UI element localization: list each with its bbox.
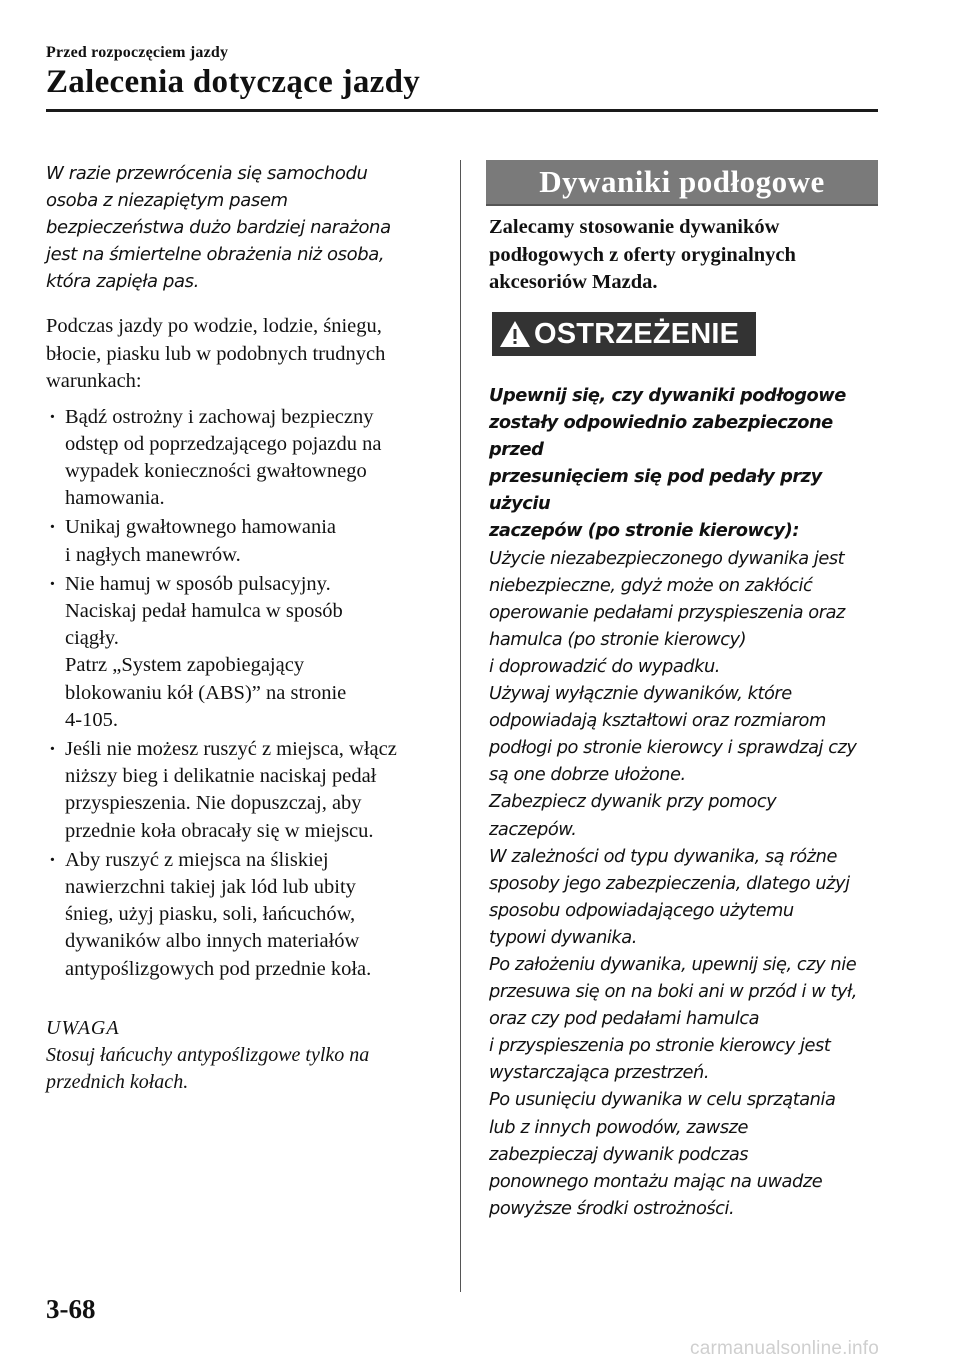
warning-heading-line: zostały odpowiednio zabezpieczone przed <box>489 412 833 461</box>
warning-label: OSTRZEŻENIE <box>534 317 740 350</box>
floor-mats-intro <box>489 214 869 297</box>
warning-text-line: są one dobrze ułożone. <box>489 764 686 786</box>
list-line: przyspieszenia. Nie dopuszczaj, aby <box>65 792 362 815</box>
list-item <box>46 736 441 845</box>
warning-text-line: Zabezpiecz dywanik przy pomocy <box>489 791 777 813</box>
warning-text-line: hamulca (po stronie kierowcy) <box>489 628 747 650</box>
warning-text-line: niebezpieczne, gdyż może on zakłócić <box>489 574 813 596</box>
warning-text-line: zaczepów. <box>489 818 577 840</box>
bullet-icon: · <box>49 405 56 428</box>
note-block <box>46 1015 441 1096</box>
warning-text-line: sposobu odpowiadającego użytemu <box>489 899 794 921</box>
warning-line: bezpieczeństwa dużo bardziej narażona <box>46 217 391 238</box>
warning-line: która zapięła pas. <box>46 271 199 292</box>
list-line: odstęp od poprzedzającego pojazdu na <box>65 432 382 455</box>
bullet-icon: · <box>49 516 56 539</box>
chapter-supertitle: Przed rozpoczęciem jazdy <box>46 44 229 61</box>
driving-conditions-paragraph <box>46 313 441 396</box>
list-line: wypadek konieczności gwałtownego <box>65 459 367 482</box>
watermark-text: carmanualsonline.info <box>690 1338 880 1359</box>
warning-text-line: zabezpieczaj dywanik podczas <box>489 1143 749 1165</box>
bullet-icon: · <box>49 848 56 871</box>
warning-text-line: wystarczająca przestrzeń. <box>489 1062 710 1084</box>
list-line: Patrz „System zapobiegający <box>65 654 305 677</box>
list-line: Unikaj gwałtownego hamowania <box>65 516 336 539</box>
page-title: Zalecenia dotyczące jazdy <box>46 64 421 100</box>
warning-text-line: powyższe środki ostrożności. <box>489 1197 735 1219</box>
list-line: Naciskaj pedał hamulca w sposób <box>65 599 343 622</box>
warning-text-line: oraz czy pod pedałami hamulca <box>489 1008 760 1030</box>
page-header <box>46 44 878 101</box>
warning-badge <box>492 312 756 356</box>
list-line: nawierzchni takiej jak lód lub ubity <box>65 875 356 898</box>
list-line: ciągły. <box>65 627 119 650</box>
list-line: Nie hamuj w sposób pulsacyjny. <box>65 572 331 595</box>
warning-heading-line: Upewnij się, czy dywaniki podłogowe <box>489 385 846 406</box>
warning-text-line: odpowiadają kształtowi oraz rozmiarom <box>489 710 826 732</box>
section-title: Dywaniki podłogowe <box>539 164 825 199</box>
warning-line: W razie przewrócenia się samochodu <box>46 163 368 184</box>
list-line: niższy bieg i delikatnie naciskaj pedał <box>65 765 377 788</box>
warning-text-line: Użycie niezabezpieczonego dywanika jest <box>489 547 845 569</box>
list-line: blokowaniu kół (ABS)” na stronie <box>65 681 347 704</box>
warning-text-line: ponownego montażu mając na uwadze <box>489 1170 823 1192</box>
warning-text-line: Po założeniu dywanika, upewnij się, czy nie <box>489 953 857 975</box>
warning-text-line: typowi dywanika. <box>489 926 637 948</box>
warning-text-line: lub z innych powodów, zawsze <box>489 1116 749 1138</box>
warning-heading-line: przesunięciem się pod pedały przy użyciu <box>489 466 822 515</box>
warning-line: osoba z niezapiętym pasem <box>46 190 288 211</box>
note-line: Stosuj łańcuchy antypoślizgowe tylko na <box>46 1043 370 1066</box>
intro-line: akcesoriów Mazda. <box>489 271 658 293</box>
warning-heading-line: zaczepów (po stronie kierowcy): <box>489 520 800 542</box>
warning-text <box>489 545 884 1222</box>
bullet-icon: · <box>49 737 56 760</box>
warning-text-line: operowanie pedałami przyspieszenia oraz <box>489 601 845 623</box>
warning-text-line: i przyspieszenia po stronie kierowcy jest <box>489 1035 831 1057</box>
paragraph-line: warunkach: <box>46 370 142 392</box>
list-line: hamowania. <box>65 487 165 510</box>
warning-text-line: przesuwa się on na boki ani w przód i w tył, <box>489 981 857 1003</box>
warning-text-line: Używaj wyłącznie dywaników, które <box>489 683 792 705</box>
intro-line: Zalecamy stosowanie dywaników <box>489 216 780 238</box>
paragraph-line: błocie, piasku lub w podobnych trudnych <box>46 342 386 365</box>
page-number: 3-68 <box>46 1294 96 1324</box>
warning-text-line: Po usunięciu dywanika w celu sprzątania <box>489 1089 836 1111</box>
list-line: Aby ruszyć z miejsca na śliskiej <box>65 848 329 871</box>
warning-text-line: W zależności od typu dywanika, są różne <box>489 845 837 867</box>
list-line: 4-105. <box>65 708 118 731</box>
warning-text-line: i doprowadzić do wypadku. <box>489 655 720 677</box>
warning-continuation <box>46 160 441 295</box>
warning-text-line: podłogi po stronie kierowcy i sprawdzaj czy <box>489 737 857 759</box>
list-line: śnieg, użyj piasku, soli, łańcuchów, <box>65 903 356 926</box>
intro-line: podłogowych z oferty oryginalnych <box>489 243 796 266</box>
list-line: Bądź ostrożny i zachowaj bezpieczny <box>65 405 374 428</box>
warning-triangle-icon <box>498 319 532 349</box>
list-item <box>46 404 441 513</box>
list-line: i nagłych manewrów. <box>65 543 241 566</box>
bullet-icon: · <box>49 572 56 595</box>
paragraph-line: Podczas jazdy po wodzie, lodzie, śniegu, <box>46 315 382 337</box>
header-divider <box>46 109 878 112</box>
note-title: UWAGA <box>46 1016 120 1039</box>
list-line: dywaników albo innych materiałów <box>65 930 360 953</box>
driving-tips-list <box>46 404 441 983</box>
note-line: przednich kołach. <box>46 1070 189 1093</box>
list-line: antypoślizgowych pod przednie koła. <box>65 957 372 980</box>
warning-heading <box>489 382 884 545</box>
list-line: Jeśli nie możesz ruszyć z miejsca, włącz <box>65 737 397 760</box>
column-divider <box>460 160 461 1292</box>
list-item <box>46 514 441 568</box>
left-column <box>46 160 441 1096</box>
list-item <box>46 847 441 983</box>
warning-text-line: sposoby jego zabezpieczenia, dlatego użyj <box>489 872 850 894</box>
list-line: przednie koła obracały się w miejscu. <box>65 819 374 842</box>
section-header-bar <box>486 160 878 206</box>
list-item <box>46 571 441 734</box>
warning-body <box>489 382 884 1222</box>
warning-line: jest na śmiertelne obrażenia niż osoba, <box>46 244 385 265</box>
